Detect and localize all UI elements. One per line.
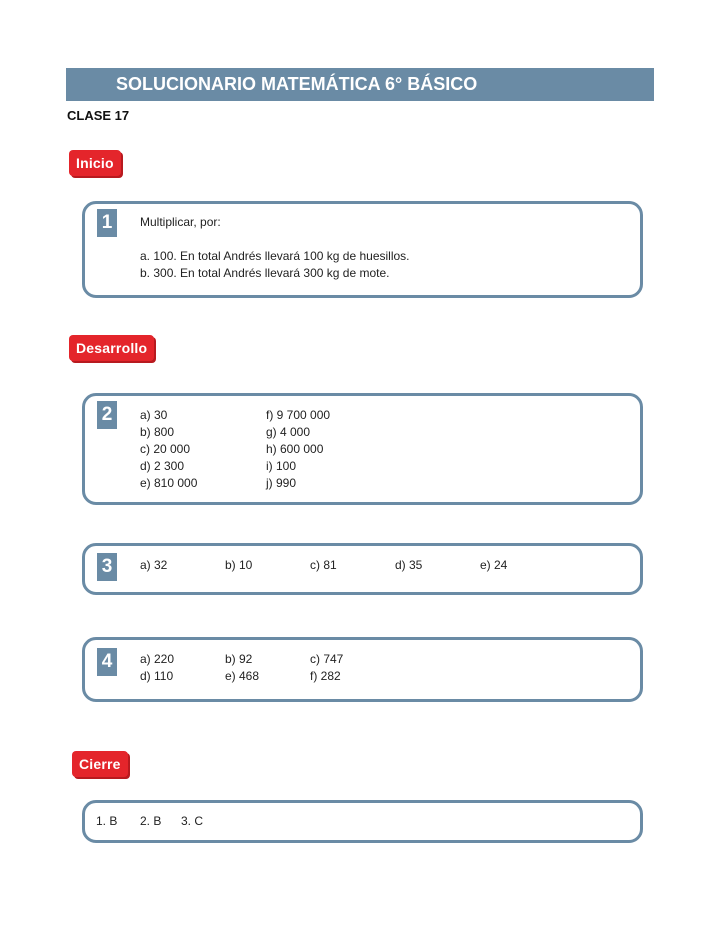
exercise-number-badge: 1 [97, 209, 117, 237]
answer-item: d) 2 300 [140, 459, 185, 473]
answer-item: e) 810 000 [140, 476, 198, 490]
exercise-2-box [82, 393, 643, 505]
answer-item: a) 32 [140, 558, 168, 572]
answer-item: c) 747 [310, 652, 344, 666]
answer-item: i) 100 [266, 459, 297, 473]
answer-item: f) 9 700 000 [266, 408, 331, 422]
answer-item: a. 100. En total Andrés llevará 100 kg de huesillos. [140, 249, 410, 263]
class-label: CLASE 17 [67, 108, 130, 123]
answer-item: b. 300. En total Andrés llevará 300 kg de mote. [140, 266, 390, 280]
answer-item: j) 990 [266, 476, 297, 490]
section-tag-desarrollo: Desarrollo [69, 335, 154, 361]
answer-item: a) 220 [140, 652, 175, 666]
exercise-1-box [82, 201, 643, 298]
answer-item: b) 800 [140, 425, 175, 439]
answer-item: 3. C [181, 814, 204, 828]
answer-item: a) 30 [140, 408, 168, 422]
answer-item: b) 92 [225, 652, 253, 666]
page-header [66, 68, 654, 101]
answer-item: 2. B [140, 814, 162, 828]
exercise-3-box [82, 543, 643, 595]
section-tag-cierre: Cierre [72, 751, 128, 777]
answer-item: c) 81 [310, 558, 337, 572]
exercise-number-badge: 2 [97, 401, 117, 429]
exercise-number-badge: 4 [97, 648, 117, 676]
page-title: SOLUCIONARIO MATEMÁTICA 6° BÁSICO [116, 74, 478, 94]
answer-item: e) 24 [480, 558, 508, 572]
answer-item: f) 282 [310, 669, 341, 683]
exercise-instruction: Multiplicar, por: [140, 215, 221, 229]
answer-item: g) 4 000 [266, 425, 311, 439]
section-tag-inicio: Inicio [69, 150, 121, 176]
answer-item: e) 468 [225, 669, 260, 683]
answer-item: d) 110 [140, 669, 174, 683]
exercise-number-badge: 3 [97, 553, 117, 581]
answer-item: h) 600 000 [266, 442, 324, 456]
closing-box [82, 800, 643, 843]
exercise-4-box [82, 637, 643, 702]
answer-item: d) 35 [395, 558, 423, 572]
answer-item: b) 10 [225, 558, 253, 572]
answer-item: c) 20 000 [140, 442, 191, 456]
answer-item: 1. B [96, 814, 118, 828]
